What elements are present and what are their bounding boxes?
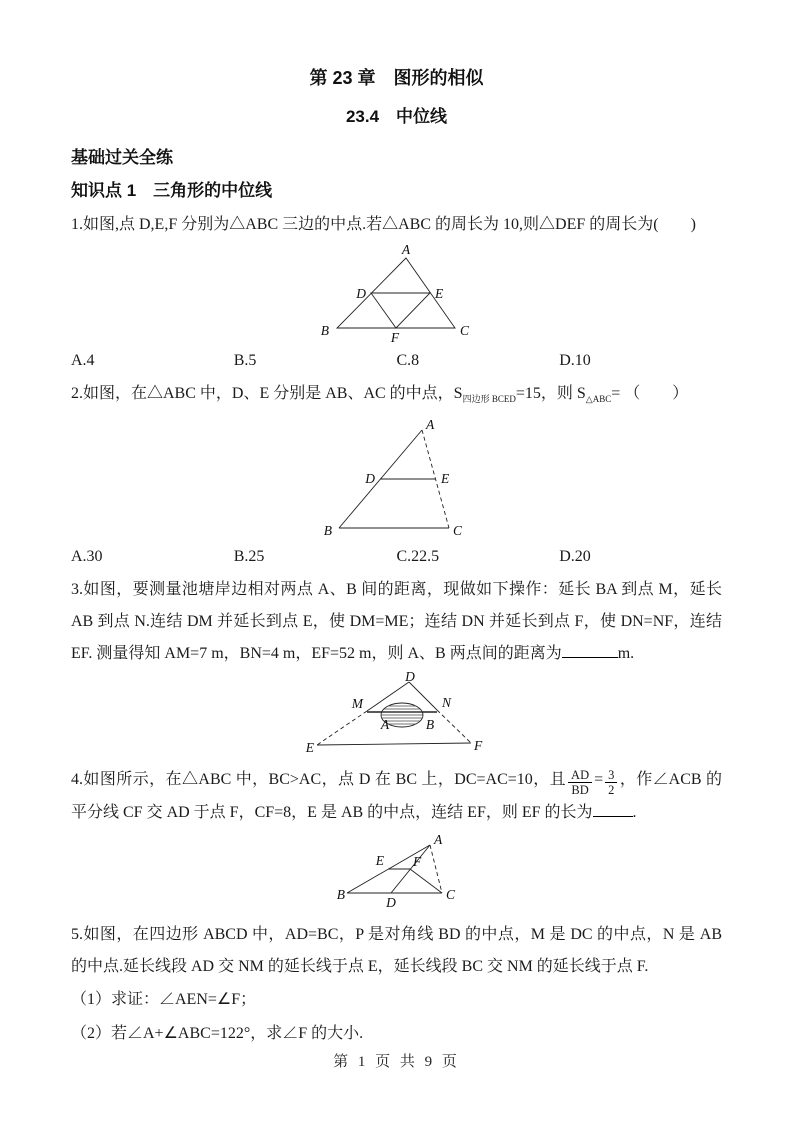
- question-4-stem: [71, 764, 722, 829]
- vertex-label-e: E: [305, 740, 314, 755]
- option-a: A.30: [71, 548, 103, 565]
- question-2-figure: [299, 418, 722, 540]
- fraction-3-2: [605, 768, 617, 798]
- question-2-stem: [71, 378, 722, 415]
- fraction-ad-bd: [568, 768, 592, 798]
- question-4-figure: [336, 832, 722, 911]
- vertex-label-m: M: [351, 696, 363, 711]
- segment-dm: [367, 682, 409, 711]
- stem-text: 4.如图所示，在△ABC 中，BC>AC，点 D 在 BC 上，DC=AC=10，且: [71, 771, 567, 788]
- vertex-label-c: C: [460, 323, 470, 338]
- vertex-label-a: A: [401, 242, 411, 257]
- question-3-figure: [289, 669, 722, 758]
- vertex-label-b: B: [425, 717, 435, 732]
- vertex-label-b: B: [323, 523, 332, 538]
- option-b: B.25: [233, 548, 265, 565]
- triangle-abc-midline-de-diagram: [299, 418, 519, 540]
- practice-heading: 基础过关全练: [71, 148, 173, 167]
- stem-text: ，作∠ACB 的平分线 CF 交 AD 于点 F，CF=8，E 是 AB 的中点，连结 EF，则 EF 的长为: [71, 771, 722, 822]
- vertex-label-d: D: [365, 471, 375, 486]
- question-5-part-1: （1）求证：∠AEN=∠F；: [71, 991, 257, 1009]
- area-subscript-quad-bced: 四边形 BCED: [462, 394, 516, 404]
- page-footer: 第 1 页 共 9 页: [333, 1054, 460, 1070]
- equals-sign: =: [594, 771, 604, 788]
- pond-measurement-diagram: [289, 669, 499, 758]
- question-5-stem: 5.如图，在四边形 ABCD 中，AD=BC，P 是对角线 BD 的中点，M 是 DC 的中点，N 是 AB 的中点.延长线段 AD 交 NM 的延长线于点 E，延长线段 BC 交 NM 的延长线于点 F.: [71, 926, 722, 976]
- option-c: C.8: [396, 352, 420, 369]
- stem-text: 2.如图，在△ABC 中，D、E 分别是 AB、AC 的中点，S: [71, 385, 463, 402]
- question-1-stem: 1.如图,点 D,E,F 分别为△ABC 三边的中点.若△ABC 的周长为 10,则△DEF 的周长为( ): [71, 216, 696, 233]
- fraction-denominator: 2: [608, 783, 615, 797]
- vertex-label-d: D: [386, 895, 396, 911]
- vertex-label-a: A: [426, 417, 435, 432]
- vertex-label-e: E: [435, 286, 444, 301]
- question-1-figure: [299, 244, 722, 344]
- vertex-label-a: A: [434, 832, 443, 848]
- fraction-denominator: BD: [571, 783, 589, 797]
- segment-nf-dashed: [437, 710, 471, 743]
- fraction-numerator: 3: [605, 768, 617, 783]
- option-b: B.5: [233, 352, 257, 369]
- vertex-label-d: D: [405, 669, 415, 684]
- vertex-label-f: F: [474, 738, 483, 753]
- vertex-label-e: E: [375, 853, 384, 869]
- stem-text: = （ ）: [611, 385, 689, 402]
- triangle-abc-bisector-diagram: [336, 832, 469, 911]
- question-5-part-2: （2）若∠A+∠ABC=122°，求∠F 的大小.: [71, 1025, 364, 1043]
- stem-text: .: [632, 804, 637, 822]
- segment-ef: [317, 743, 471, 745]
- vertex-label-d: D: [356, 286, 366, 301]
- vertex-label-f: F: [413, 854, 422, 870]
- vertex-label-b: B: [336, 887, 345, 903]
- answer-blank: [593, 802, 633, 817]
- stem-text: 3.如图，要测量池塘岸边相对两点 A、B 间的距离，现做如下操作：延长 BA 到点 M，延长 AB 到点 N.连结 DM 并延长到点 E，使 DM=ME；连结 DN 并延长到点 F，使 DN=NF，连结 EF. 测量得知 AM=7 m，BN=4 m，EF=52 m，则 A、B 两点间的距离为: [71, 581, 722, 662]
- vertex-label-e: E: [441, 471, 450, 486]
- question-1-options: [71, 346, 722, 376]
- area-subscript-triangle-abc: △ABC: [585, 394, 612, 404]
- knowledge-point-heading: 知识点 1 三角形的中位线: [71, 181, 273, 200]
- chapter-title: 第 23 章 图形的相似: [309, 68, 484, 88]
- option-d: D.20: [559, 548, 591, 565]
- vertex-label-b: B: [320, 323, 329, 338]
- vertex-label-f: F: [390, 330, 400, 345]
- vertex-label-n: N: [442, 695, 452, 710]
- stem-text: =15，则 S: [515, 385, 586, 402]
- vertex-label-a: A: [380, 717, 390, 732]
- question-2-options: [71, 542, 722, 572]
- section-title: 23.4 中位线: [345, 107, 448, 126]
- segment-me-dashed: [317, 711, 367, 745]
- option-d: D.10: [559, 352, 591, 369]
- triangle-abc-midpoints-diagram: [299, 244, 529, 344]
- option-c: C.22.5: [396, 548, 440, 565]
- vertex-label-c: C: [446, 887, 456, 903]
- midsegment-triangle-def: [371, 293, 430, 328]
- fraction-numerator: AD: [568, 768, 592, 783]
- answer-blank: [562, 643, 618, 658]
- vertex-label-c: C: [453, 523, 463, 538]
- option-a: A.4: [71, 352, 95, 369]
- stem-text: m.: [617, 645, 635, 662]
- question-3-stem: [71, 574, 722, 670]
